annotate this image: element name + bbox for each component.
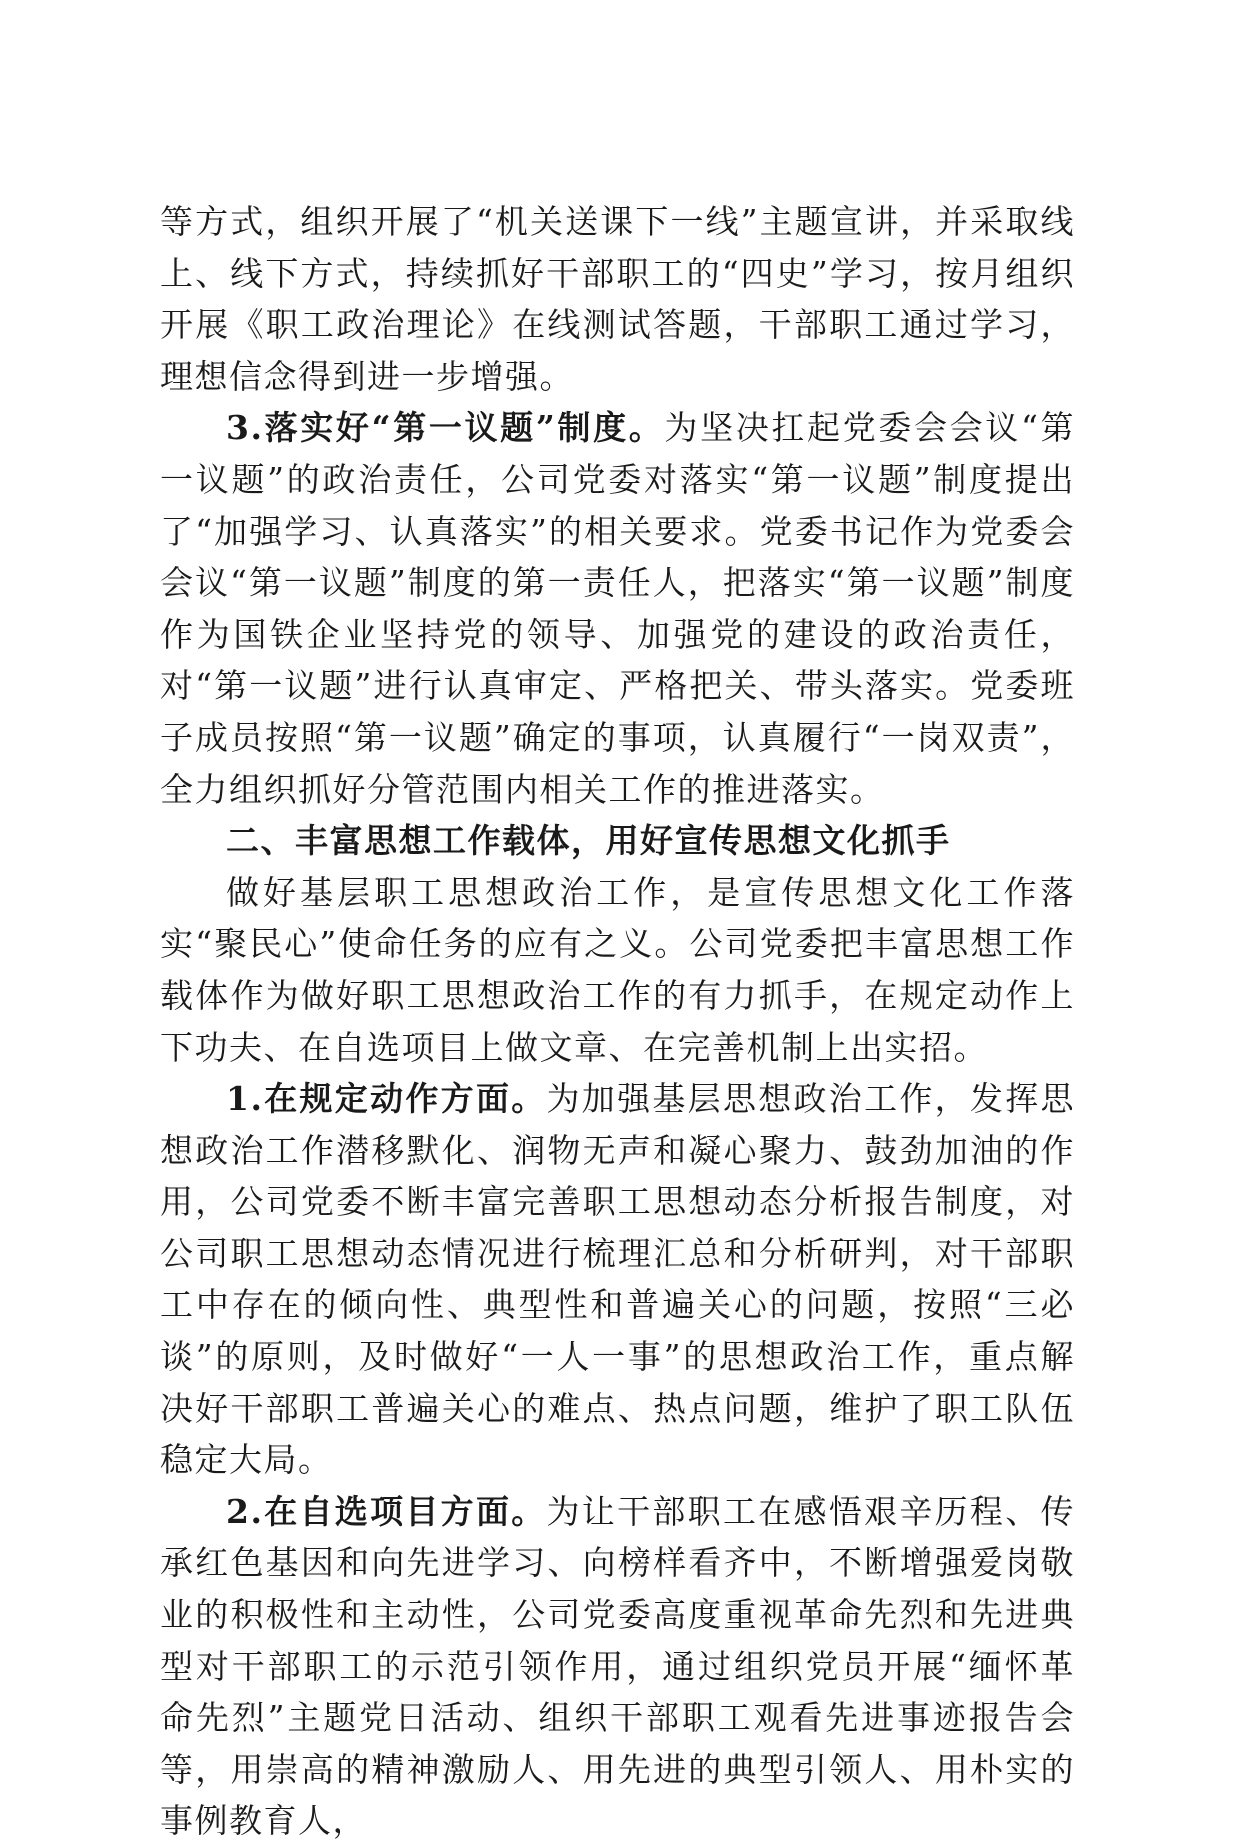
paragraph-required-actions-title: 1.在规定动作方面。 xyxy=(226,1079,547,1119)
section-heading: 二、丰富思想工作载体，用好宣传思想文化抓手 xyxy=(226,821,951,861)
paragraph-optional-projects-title: 2.在自选项目方面。 xyxy=(226,1491,547,1531)
paragraph-optional-projects-body: 为让干部职工在感悟艰辛历程、传承红色基因和向先进学习、向榜样看齐中，不断增强爱岗敬业的积极性和主动性，公司党委高度重视革命先烈和先进典型对干部职工的示范引领作用，通过组织党员开展“缅怀革命先烈”主题党日活动、组织干部职工观看先进事迹报告会等，用崇高的精神激励人、用先进的典型引领人、用朴实的事例教育人， xyxy=(160,1491,1076,1841)
document-body xyxy=(160,196,1075,1847)
paragraph-first-topic-system-body: 为坚决扛起党委会会议“第一议题”的政治责任，公司党委对落实“第一议题”制度提出了“加强学习、认真落实”的相关要求。党委书记作为党委会会议“第一议题”制度的第一责任人，把落实“第一议题”制度作为国铁企业坚持党的领导、加强党的建设的政治责任，对“第一议题”进行认真审定、严格把关、带头落实。党委班子成员按照“第一议题”确定的事项，认真履行“一岗双责”，全力组织抓好分管范围内相关工作的推进落实。 xyxy=(160,408,1075,809)
paragraph-required-actions-body: 为加强基层思想政治工作，发挥思想政治工作潜移默化、润物无声和凝心聚力、鼓劲加油的作用，公司党委不断丰富完善职工思想动态分析报告制度，对公司职工思想动态情况进行梳理汇总和分析研判，对干部职工中存在的倾向性、典型性和普遍关心的问题，按照“三必谈”的原则，及时做好“一人一事”的思想政治工作，重点解决好干部职工普遍关心的难点、热点问题，维护了职工队伍稳定大局。 xyxy=(160,1079,1076,1480)
paragraph-required-actions xyxy=(160,1073,1075,1486)
paragraph-optional-projects xyxy=(160,1486,1075,1847)
paragraph-first-topic-system xyxy=(160,402,1075,815)
paragraph-study-methods: 等方式，组织开展了“机关送课下一线”主题宣讲，并采取线上、线下方式，持续抓好干部职工的“四史”学习，按月组织开展《职工政治理论》在线测试答题，干部职工通过学习，理想信念得到进一步增强。 xyxy=(160,202,1075,396)
paragraph-section-intro: 做好基层职工思想政治工作，是宣传思想文化工作落实“聚民心”使命任务的应有之义。公司党委把丰富思想工作载体作为做好职工思想政治工作的有力抓手，在规定动作上下功夫、在自选项目上做文章、在完善机制上出实招。 xyxy=(160,872,1075,1067)
paragraph-first-topic-system-title: 3.落实好“第一议题”制度。 xyxy=(226,408,665,448)
